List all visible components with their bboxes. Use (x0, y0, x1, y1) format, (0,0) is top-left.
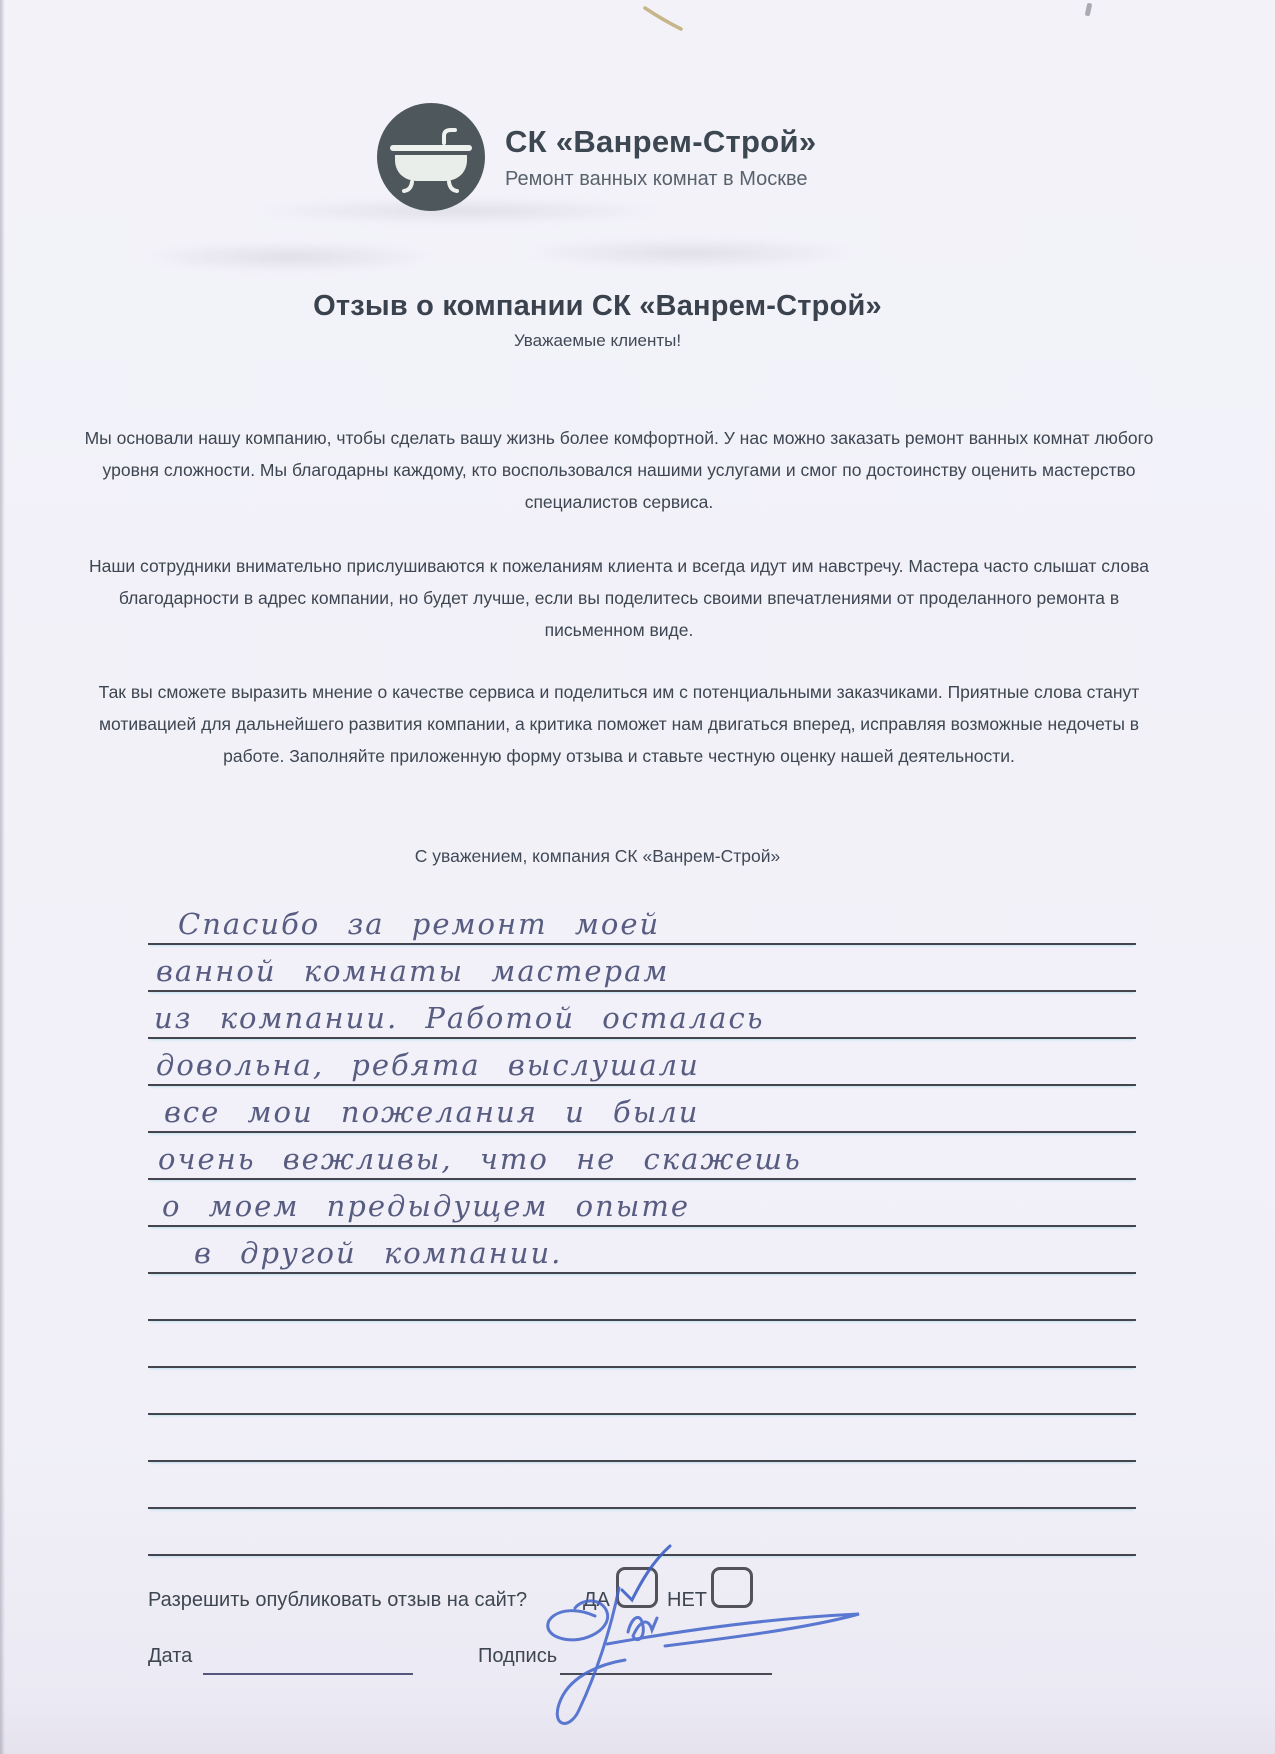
staff-paragraph: Наши сотрудники внимательно прислушиваются к пожеланиям клиента и всегда идут им навстречу. Мастера часто слышат слова благодарности в адрес компании, но будет лучше, если вы поделитесь своими впечатлениями от проделанного ремонта в письменном виде. (88, 556, 1150, 640)
handwriting: ванной комнаты мастерам (156, 954, 670, 988)
handwriting: Спасибо за ремонт моей (178, 907, 661, 941)
date-label: Дата (148, 1645, 193, 1667)
review-line (148, 1133, 1136, 1180)
review-line (148, 1180, 1136, 1227)
date-blank-line (203, 1673, 413, 1675)
review-line (148, 1086, 1136, 1133)
review-line-empty (148, 1274, 1136, 1321)
review-line-empty (148, 1415, 1136, 1462)
scan-smudge (520, 238, 860, 268)
review-line (148, 1227, 1136, 1274)
handwriting: в другой компании. (194, 1236, 563, 1270)
review-line (148, 1039, 1136, 1086)
company-logo-text (505, 124, 816, 191)
scan-artifact-squiggle (640, 4, 688, 34)
review-line-empty (148, 1462, 1136, 1509)
review-line-empty (148, 1368, 1136, 1415)
closing-line: С уважением, компания СК «Ванрем-Строй» (414, 846, 781, 866)
company-tagline: Ремонт ванных комнат в Москве (505, 167, 808, 190)
bathtub-icon (377, 103, 485, 211)
handwritten-signature (525, 1572, 870, 1740)
handwriting: о моем предыдущем опыте (162, 1189, 691, 1223)
review-line-empty (148, 1321, 1136, 1368)
intro-paragraph: Мы основали нашу компанию, чтобы сделать вашу жизнь более комфортной. У нас можно заказать ремонт ванных комнат любого уровня сложности. Мы благодарны каждому, кто воспользовался нашими услугами и смог по достоинству оценить мастерство специалистов сервиса. (84, 428, 1154, 512)
handwriting: из компании. Работой осталась (154, 1001, 765, 1035)
company-logo (377, 103, 816, 211)
review-line (148, 945, 1136, 992)
handwriting: довольна, ребята выслушали (156, 1048, 700, 1082)
publish-question-label: Разрешить опубликовать отзыв на сайт? (148, 1589, 528, 1611)
feedback-paragraph: Так вы сможете выразить мнение о качестве сервиса и поделиться им с потенциальными заказчиками. Приятные слова станут мотивацией для дальнейшего развития компании, а критика поможет нам двигаться вперед, исправляя возможные недочеты в работе. Заполняйте приложенную форму отзыва и ставьте честную оценку нашей деятельности. (98, 682, 1140, 766)
scan-artifact-mark (1085, 3, 1093, 17)
handwritten-review-area (148, 898, 1136, 1556)
scan-smudge (140, 242, 440, 272)
scan-edge-shadow (0, 0, 5, 1754)
salutation-line: Уважаемые клиенты! (513, 331, 682, 350)
review-line (148, 992, 1136, 1039)
handwriting: очень вежливы, что не скажешь (158, 1142, 802, 1176)
handwriting: все мои пожелания и были (164, 1095, 700, 1129)
no-label: НЕТ (667, 1589, 707, 1611)
yes-label: ДА (583, 1589, 610, 1611)
page-title: Отзыв о компании СК «Ванрем-Строй» (313, 290, 882, 323)
company-name: СК «Ванрем-Строй» (505, 123, 817, 159)
signature-label: Подпись (478, 1645, 558, 1667)
review-line (148, 898, 1136, 945)
